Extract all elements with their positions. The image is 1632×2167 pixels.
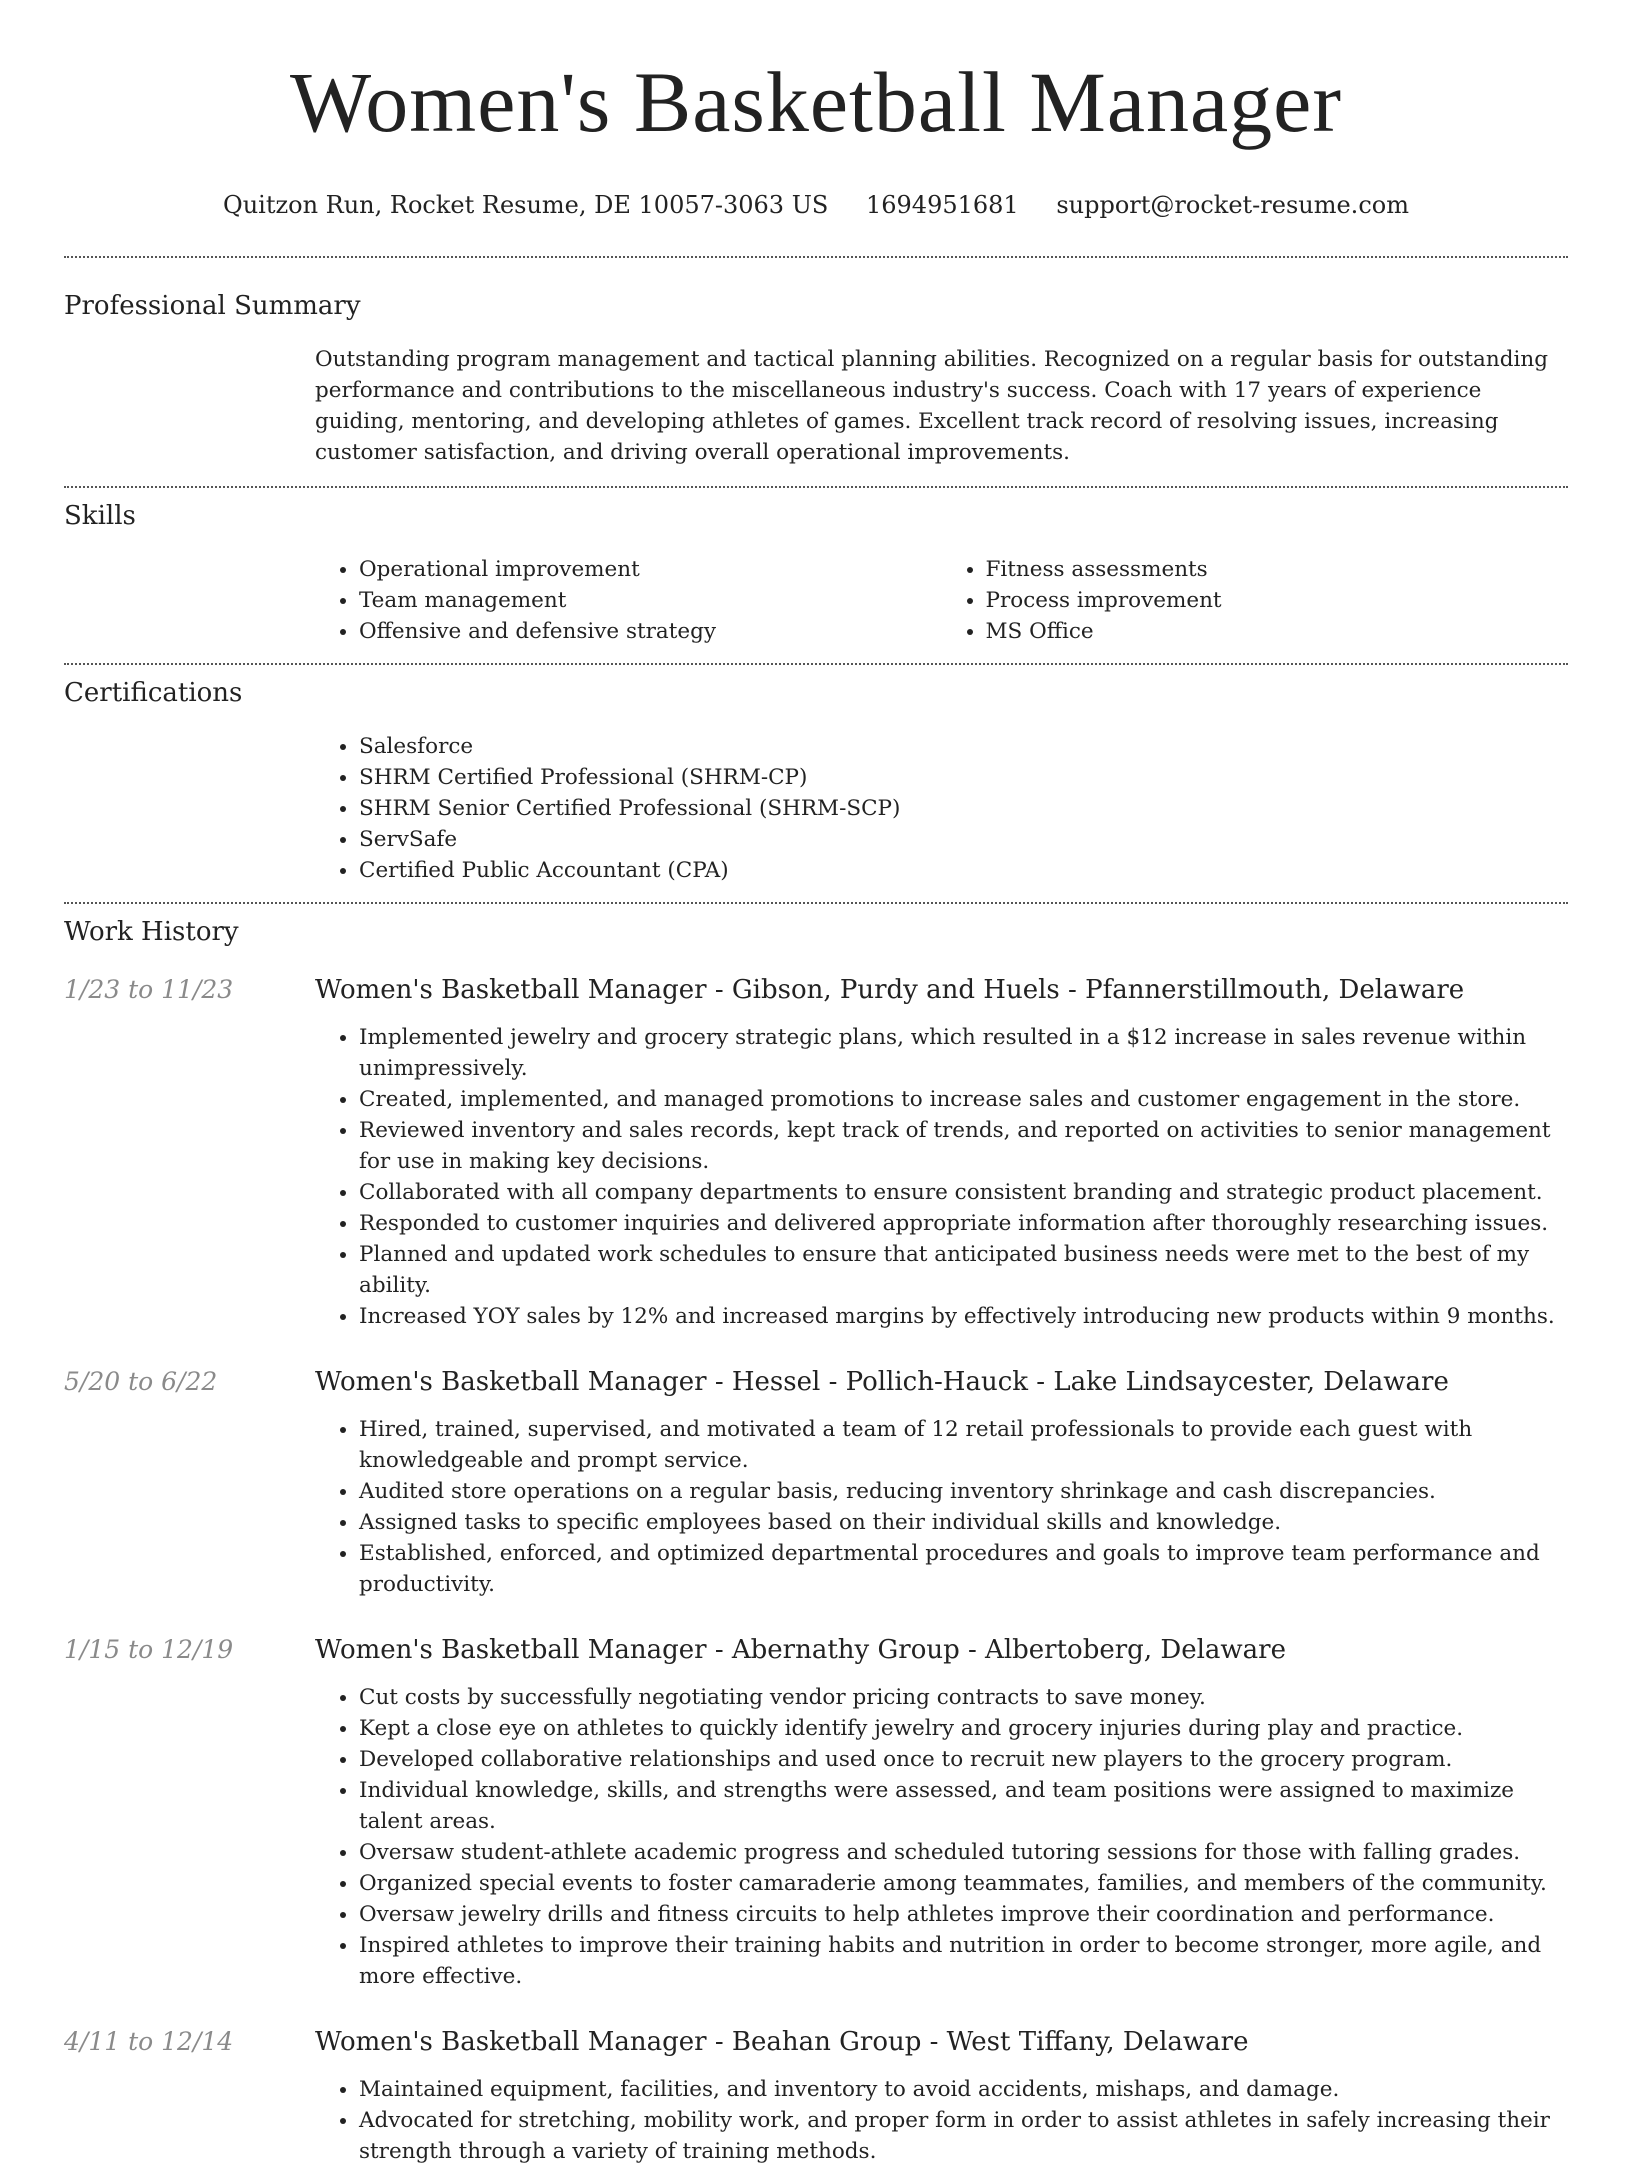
skills-section — [0, 488, 1632, 647]
job-title: Women's Basketball Manager - Beahan Group - West Tiffany, Delaware — [315, 2027, 1249, 2057]
job-date: 1/15 to 12/19 — [64, 1635, 234, 1664]
job-bullet: • Assigned tasks to specific employees based on their individual skills and knowledge. — [359, 1507, 1568, 1538]
job-entry — [64, 2026, 1568, 2167]
job-bullets — [315, 1022, 1568, 1332]
contact-line — [0, 190, 1632, 220]
skills-list — [315, 554, 1568, 647]
job-title: Women's Basketball Manager - Hessel - Pollich-Hauck - Lake Lindsaycester, Delaware — [315, 1367, 1449, 1397]
job-bullet: • Organized special events to foster camaraderie among teammates, families, and members of the community. — [359, 1868, 1568, 1899]
summary-section — [0, 258, 1632, 468]
job-entry — [64, 974, 1568, 1332]
candidate-name: Women's Basketball Manager — [290, 54, 1342, 150]
certification-item: • Certified Public Accountant (CPA) — [359, 855, 1568, 886]
job-bullet: • Inspired athletes to improve their training habits and nutrition in order to become stronger, more agile, and more effective. — [359, 1930, 1568, 1992]
skill-item: • Operational improvement — [359, 554, 942, 585]
job-bullet: • Hired, trained, supervised, and motivated a team of 12 retail professionals to provide each guest with knowledgeable and prompt service. — [359, 1414, 1568, 1476]
skill-item: • Process improvement — [986, 585, 1569, 616]
job-bullet: • Kept a close eye on athletes to quickly identify jewelry and grocery injuries during play and practice. — [359, 1713, 1568, 1744]
skills-column-1 — [315, 554, 942, 647]
job-bullets — [315, 1414, 1568, 1600]
job-bullets — [315, 2074, 1568, 2167]
job-bullet: • Developed collaborative relationships and used once to recruit new players to the grocery program. — [359, 1744, 1568, 1775]
certification-item: • ServSafe — [359, 824, 1568, 855]
job-entry — [64, 1366, 1568, 1600]
certifications-list — [315, 731, 1568, 886]
skills-column-2 — [942, 554, 1569, 647]
job-bullet: • Increased YOY sales by 12% and increased margins by effectively introducing new products within 9 months. — [359, 1301, 1568, 1332]
job-entry — [64, 1634, 1568, 1992]
section-title-skills: Skills — [64, 501, 136, 531]
job-bullet: • Individual knowledge, skills, and strengths were assessed, and team positions were assigned to maximize talent areas. — [359, 1775, 1568, 1837]
work-history-section — [0, 904, 1632, 2167]
job-bullet: • Audited store operations on a regular basis, reducing inventory shrinkage and cash discrepancies. — [359, 1476, 1568, 1507]
resume-header — [0, 0, 1632, 220]
skill-item: • Offensive and defensive strategy — [359, 616, 942, 647]
certification-item: • SHRM Senior Certified Professional (SHRM-SCP) — [359, 793, 1568, 824]
section-title-certifications: Certifications — [64, 678, 243, 708]
job-bullet: • Created, implemented, and managed promotions to increase sales and customer engagement in the store. — [359, 1084, 1568, 1115]
skill-item: • Team management — [359, 585, 942, 616]
section-title-work-history: Work History — [64, 917, 239, 947]
email: support@rocket-resume.com — [1056, 191, 1409, 219]
job-bullet: • Cut costs by successfully negotiating vendor pricing contracts to save money. — [359, 1682, 1568, 1713]
job-bullet: • Responded to customer inquiries and delivered appropriate information after thoroughly researching issues. — [359, 1208, 1568, 1239]
job-bullet: • Established, enforced, and optimized departmental procedures and goals to improve team performance and productivity. — [359, 1538, 1568, 1600]
job-date: 1/23 to 11/23 — [64, 975, 234, 1004]
job-bullet: • Oversaw jewelry drills and fitness circuits to help athletes improve their coordination and performance. — [359, 1899, 1568, 1930]
certifications-section — [0, 665, 1632, 886]
job-bullet: • Planned and updated work schedules to ensure that anticipated business needs were met to the best of my ability. — [359, 1239, 1568, 1301]
skill-item: • MS Office — [986, 616, 1569, 647]
job-date: 5/20 to 6/22 — [64, 1367, 218, 1396]
job-bullet: • Oversaw student-athlete academic progress and scheduled tutoring sessions for those with falling grades. — [359, 1837, 1568, 1868]
certification-item: • Salesforce — [359, 731, 1568, 762]
job-date: 4/11 to 12/14 — [64, 2027, 234, 2056]
job-title: Women's Basketball Manager - Gibson, Purdy and Huels - Pfannerstillmouth, Delaware — [315, 975, 1465, 1005]
job-bullet: • Implemented jewelry and grocery strategic plans, which resulted in a $12 increase in sales revenue within unimpressively. — [359, 1022, 1568, 1084]
job-bullet: • Maintained equipment, facilities, and inventory to avoid accidents, mishaps, and damage. — [359, 2074, 1568, 2105]
job-bullet: • Reviewed inventory and sales records, kept track of trends, and reported on activities to senior management for use in making key decisions. — [359, 1115, 1568, 1177]
summary-text: Outstanding program management and tactical planning abilities. Recognized on a regular basis for outstanding performance and contributions to the miscellaneous industry's success. Coach with 17 years of experience guiding, mentoring, and developing athletes of games. Excellent track record of resolving issues, increasing customer satisfaction, and driving overall operational improvements. — [315, 347, 1548, 465]
job-bullet: • Advocated for stretching, mobility work, and proper form in order to assist athletes in safely increasing their strength through a variety of training methods. — [359, 2105, 1568, 2167]
phone: 1694951681 — [866, 191, 1019, 219]
job-title: Women's Basketball Manager - Abernathy Group - Albertoberg, Delaware — [315, 1635, 1286, 1665]
certification-item: • SHRM Certified Professional (SHRM-CP) — [359, 762, 1568, 793]
job-bullet: • Collaborated with all company departments to ensure consistent branding and strategic product placement. — [359, 1177, 1568, 1208]
job-bullets — [315, 1682, 1568, 1992]
section-title-summary: Professional Summary — [64, 291, 361, 321]
address: Quitzon Run, Rocket Resume, DE 10057-3063 US — [223, 191, 829, 219]
skill-item: • Fitness assessments — [986, 554, 1569, 585]
